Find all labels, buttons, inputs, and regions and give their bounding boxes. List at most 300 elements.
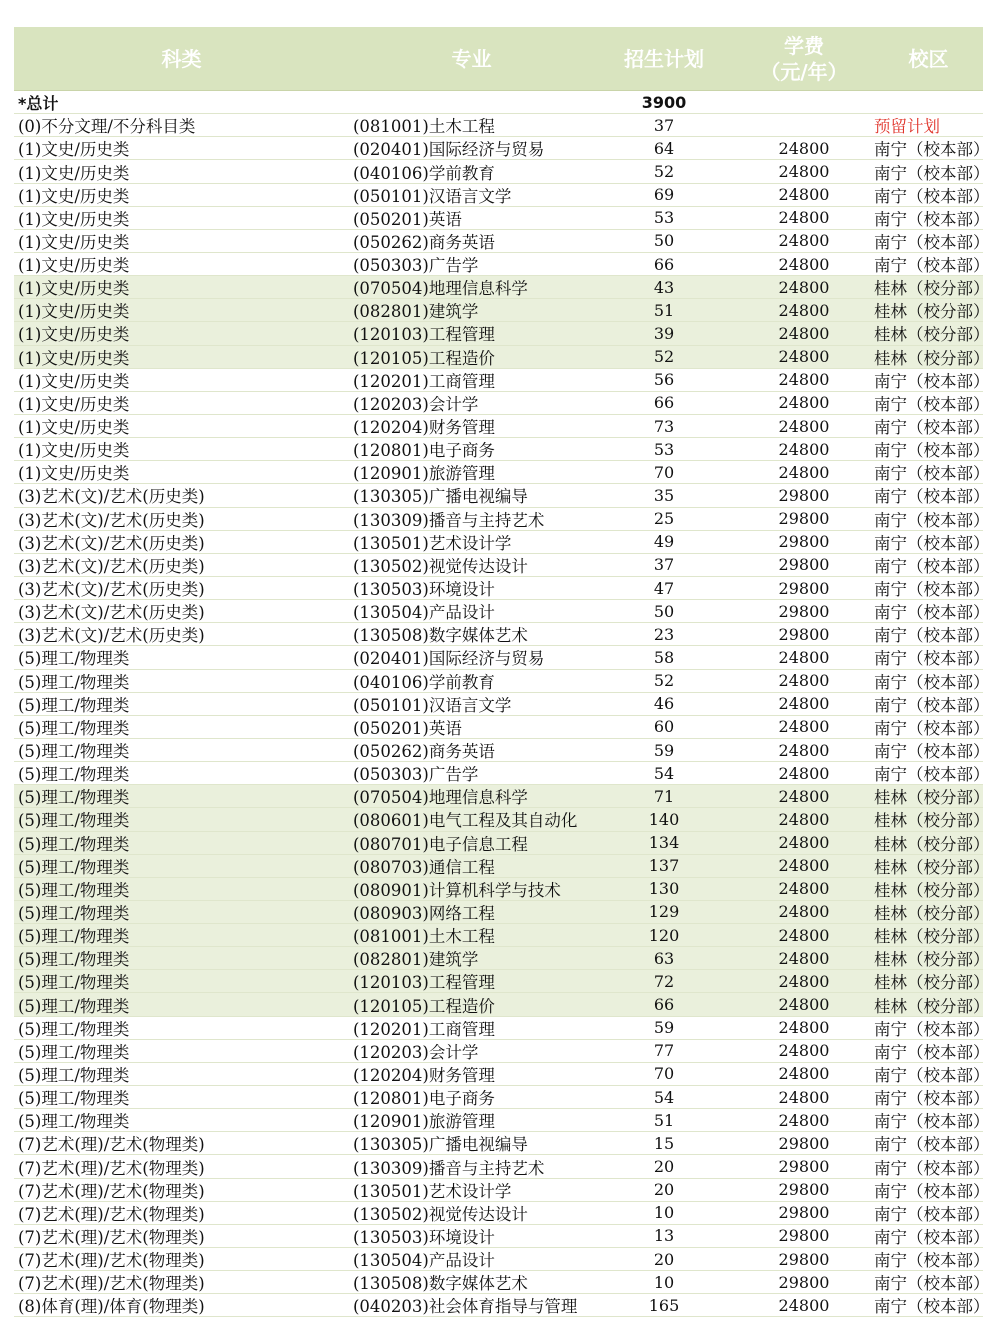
- cell-campus: 桂林（校分部）: [874, 927, 990, 947]
- cell-fee: 24800: [778, 717, 830, 737]
- cell-plan: 35: [653, 485, 675, 505]
- cell-campus: 南宁（校本部）: [874, 140, 990, 160]
- cell-category: (1)文史/历史类: [18, 325, 130, 345]
- cell-plan: 59: [653, 1018, 675, 1038]
- table-row: [14, 276, 990, 299]
- cell-category: (7)艺术(理)/艺术(物理类): [18, 1251, 205, 1271]
- cell-category: (1)文史/历史类: [18, 348, 130, 368]
- cell-major: (130502)视觉传达设计: [353, 1204, 528, 1224]
- cell-fee: 29800: [778, 509, 830, 529]
- cell-major: (050201)英语: [353, 209, 462, 229]
- cell-campus: 桂林（校分部）: [874, 880, 990, 900]
- cell-fee: 24800: [778, 1110, 830, 1130]
- cell-campus: 南宁（校本部）: [874, 1042, 990, 1062]
- cell-fee: 24800: [778, 416, 830, 436]
- cell-major: (130503)环境设计: [353, 580, 495, 600]
- cell-major: (120901)旅游管理: [353, 464, 495, 484]
- table-row: [14, 160, 990, 183]
- cell-plan: 10: [653, 1272, 675, 1292]
- cell-fee: 29800: [778, 578, 830, 598]
- cell-plan: 51: [653, 1110, 675, 1130]
- cell-plan: 10: [653, 1203, 675, 1223]
- cell-major: (130309)播音与主持艺术: [353, 510, 545, 530]
- cell-campus: 南宁（校本部）: [874, 765, 990, 785]
- cell-category: (7)艺术(理)/艺术(物理类): [18, 1158, 205, 1178]
- cell-major: (040106)学前教育: [353, 672, 495, 692]
- cell-campus: 南宁（校本部）: [874, 1251, 990, 1271]
- table-row: [14, 1086, 990, 1109]
- cell-category: (5)理工/物理类: [18, 672, 130, 692]
- cell-category: (1)文史/历史类: [18, 371, 130, 391]
- cell-campus: 预留计划: [874, 117, 940, 137]
- cell-campus: 南宁（校本部）: [874, 1089, 990, 1109]
- cell-major: (050262)商务英语: [353, 232, 495, 252]
- cell-plan: 72: [653, 971, 675, 991]
- cell-plan: 50: [653, 231, 675, 251]
- cell-major: (120105)工程造价: [353, 348, 495, 368]
- cell-fee: 24800: [778, 370, 830, 390]
- cell-fee: 24800: [778, 1295, 830, 1315]
- cell-fee: 24800: [778, 1087, 830, 1107]
- cell-plan: 53: [653, 208, 675, 228]
- table-row: [14, 878, 990, 901]
- cell-major: (130504)产品设计: [353, 603, 495, 623]
- cell-major: (050303)广告学: [353, 256, 479, 276]
- cell-plan: 52: [653, 671, 675, 691]
- cell-plan: 134: [648, 833, 680, 853]
- cell-major: (020401)国际经济与贸易: [353, 649, 545, 669]
- table-row: [14, 1040, 990, 1063]
- table-row: [14, 531, 990, 554]
- cell-plan: 60: [653, 717, 675, 737]
- cell-fee: 24800: [778, 1018, 830, 1038]
- cell-major: (130502)视觉传达设计: [353, 556, 528, 576]
- cell-plan: 165: [648, 1295, 680, 1315]
- cell-plan: 50: [653, 601, 675, 621]
- cell-plan: 54: [653, 1087, 675, 1107]
- table-row: [14, 137, 990, 160]
- cell-major: (130504)产品设计: [353, 1251, 495, 1271]
- cell-major: (050101)汉语言文学: [353, 695, 512, 715]
- table-row: [14, 554, 990, 577]
- header-category: 科类: [161, 46, 202, 71]
- cell-fee: 24800: [778, 300, 830, 320]
- table-row: [14, 693, 990, 716]
- cell-campus: 南宁（校本部）: [874, 163, 990, 183]
- table-row: [14, 993, 990, 1016]
- cell-plan: 20: [653, 1157, 675, 1177]
- cell-category: (5)理工/物理类: [18, 1065, 130, 1085]
- cell-campus: 南宁（校本部）: [874, 1204, 990, 1224]
- table-row: [14, 785, 990, 808]
- cell-major: (080703)通信工程: [353, 857, 495, 877]
- cell-plan: 129: [648, 902, 680, 922]
- cell-major: (130305)广播电视编导: [353, 487, 528, 507]
- cell-category: (5)理工/物理类: [18, 950, 130, 970]
- cell-category: (5)理工/物理类: [18, 857, 130, 877]
- cell-fee: 24800: [778, 948, 830, 968]
- cell-major: (082801)建筑学: [353, 950, 479, 970]
- cell-campus: 南宁（校本部）: [874, 510, 990, 530]
- cell-campus: 南宁（校本部）: [874, 441, 990, 461]
- cell-campus: 桂林（校分部）: [874, 302, 990, 322]
- cell-fee: 29800: [778, 601, 830, 621]
- cell-major: (120103)工程管理: [353, 325, 495, 345]
- cell-plan: 23: [653, 624, 675, 644]
- enrollment-plan-table: [14, 27, 990, 1317]
- cell-fee: 24800: [778, 347, 830, 367]
- table-row: [14, 461, 990, 484]
- cell-plan: 15: [653, 1133, 675, 1153]
- cell-plan: 64: [653, 138, 675, 158]
- cell-campus: 桂林（校分部）: [874, 857, 990, 877]
- cell-plan: 59: [653, 740, 675, 760]
- cell-fee: 24800: [778, 138, 830, 158]
- cell-fee: 24800: [778, 185, 830, 205]
- cell-fee: 24800: [778, 161, 830, 181]
- cell-fee: 29800: [778, 1133, 830, 1153]
- cell-category: (3)艺术(文)/艺术(历史类): [18, 603, 205, 623]
- cell-fee: 29800: [778, 485, 830, 505]
- cell-major: (120203)会计学: [353, 1042, 479, 1062]
- cell-major: (120801)电子商务: [353, 441, 495, 461]
- table-row: [14, 508, 990, 531]
- cell-plan: 130: [648, 879, 680, 899]
- cell-category: (5)理工/物理类: [18, 880, 130, 900]
- cell-campus: 南宁（校本部）: [874, 603, 990, 623]
- table-row: [14, 716, 990, 739]
- cell-campus: 桂林（校分部）: [874, 996, 990, 1016]
- cell-category: (5)理工/物理类: [18, 1019, 130, 1039]
- table-row: [14, 299, 990, 322]
- cell-fee: 24800: [778, 439, 830, 459]
- table-row: [14, 1294, 990, 1317]
- cell-category: (1)文史/历史类: [18, 441, 130, 461]
- cell-plan: 46: [653, 694, 675, 714]
- cell-category: (8)体育(理)/体育(物理类): [18, 1297, 205, 1317]
- cell-major: (130508)数字媒体艺术: [353, 626, 528, 646]
- cell-plan: 63: [653, 948, 675, 968]
- cell-category: (1)文史/历史类: [18, 209, 130, 229]
- cell-campus: 南宁（校本部）: [874, 1227, 990, 1247]
- cell-campus: 南宁（校本部）: [874, 464, 990, 484]
- cell-plan: 51: [653, 300, 675, 320]
- cell-campus: 南宁（校本部）: [874, 695, 990, 715]
- cell-campus: 南宁（校本部）: [874, 718, 990, 738]
- table-row: [14, 808, 990, 831]
- cell-campus: 桂林（校分部）: [874, 811, 990, 831]
- cell-plan: 66: [653, 254, 675, 274]
- table-row: [14, 623, 990, 646]
- table-row: [14, 1179, 990, 1202]
- cell-major: (081001)土木工程: [353, 927, 495, 947]
- cell-campus: 桂林（校分部）: [874, 973, 990, 993]
- table-row: [14, 392, 990, 415]
- cell-fee: 29800: [778, 1180, 830, 1200]
- cell-major: (130501)艺术设计学: [353, 533, 512, 553]
- cell-plan: 70: [653, 462, 675, 482]
- cell-fee: 29800: [778, 624, 830, 644]
- cell-plan: 56: [653, 370, 675, 390]
- cell-category: (3)艺术(文)/艺术(历史类): [18, 533, 205, 553]
- cell-fee: 24800: [778, 277, 830, 297]
- cell-category: (5)理工/物理类: [18, 973, 130, 993]
- table-row: [14, 230, 990, 253]
- header-major: 专业: [451, 46, 492, 71]
- cell-fee: 24800: [778, 231, 830, 251]
- cell-plan: 39: [653, 323, 675, 343]
- cell-fee: 29800: [778, 1203, 830, 1223]
- cell-plan: 120: [648, 925, 680, 945]
- cell-major: (120105)工程造价: [353, 996, 495, 1016]
- cell-category: (1)文史/历史类: [18, 163, 130, 183]
- cell-plan: 66: [653, 995, 675, 1015]
- cell-plan: 52: [653, 161, 675, 181]
- cell-campus: 南宁（校本部）: [874, 580, 990, 600]
- cell-campus: 桂林（校分部）: [874, 279, 990, 299]
- cell-fee: 24800: [778, 694, 830, 714]
- cell-campus: 南宁（校本部）: [874, 1297, 990, 1317]
- cell-major: (081001)土木工程: [353, 117, 495, 137]
- cell-plan: 47: [653, 578, 675, 598]
- cell-plan: 71: [653, 786, 675, 806]
- cell-fee: 24800: [778, 763, 830, 783]
- cell-fee: 24800: [778, 323, 830, 343]
- cell-plan: 69: [653, 185, 675, 205]
- cell-major: (130503)环境设计: [353, 1227, 495, 1247]
- cell-fee: 24800: [778, 925, 830, 945]
- table-row: [14, 114, 983, 137]
- table-row: [14, 1225, 990, 1248]
- cell-fee: 24800: [778, 879, 830, 899]
- cell-fee: 24800: [778, 254, 830, 274]
- cell-campus: 南宁（校本部）: [874, 1158, 990, 1178]
- cell-category: (0)不分文理/不分科目类: [18, 117, 196, 137]
- cell-category: (1)文史/历史类: [18, 186, 130, 206]
- cell-fee: 24800: [778, 809, 830, 829]
- cell-campus: 南宁（校本部）: [874, 1135, 990, 1155]
- cell-category: (1)文史/历史类: [18, 464, 130, 484]
- cell-campus: 南宁（校本部）: [874, 1112, 990, 1132]
- cell-campus: 桂林（校分部）: [874, 834, 990, 854]
- cell-major: (080903)网络工程: [353, 904, 495, 923]
- cell-major: (050262)商务英语: [353, 742, 495, 762]
- cell-plan: 54: [653, 763, 675, 783]
- table-row: [14, 1063, 990, 1086]
- cell-campus: 南宁（校本部）: [874, 487, 990, 507]
- table-row: [14, 832, 990, 855]
- cell-campus: 南宁（校本部）: [874, 186, 990, 206]
- cell-major: (120203)会计学: [353, 394, 479, 414]
- cell-major: (020401)国际经济与贸易: [353, 140, 545, 160]
- cell-campus: 桂林（校分部）: [874, 788, 990, 808]
- cell-fee: 24800: [778, 856, 830, 876]
- cell-major: (120204)财务管理: [353, 1065, 495, 1085]
- table-row: [14, 970, 990, 993]
- cell-major: (080901)计算机科学与技术: [353, 880, 561, 900]
- cell-campus: 南宁（校本部）: [874, 1065, 990, 1085]
- cell-category: (5)理工/物理类: [18, 996, 130, 1016]
- cell-plan: 77: [653, 1041, 675, 1061]
- table-row: [14, 1248, 990, 1271]
- cell-major: (120201)工商管理: [353, 1019, 495, 1039]
- cell-major: (082801)建筑学: [353, 302, 479, 322]
- cell-plan: 37: [653, 555, 675, 575]
- table-row: [14, 253, 990, 276]
- cell-fee: 24800: [778, 902, 830, 922]
- cell-campus: 南宁（校本部）: [874, 1181, 990, 1201]
- table-row: [14, 855, 990, 878]
- cell-fee: 29800: [778, 532, 830, 552]
- cell-campus: 南宁（校本部）: [874, 232, 990, 252]
- cell-category: (5)理工/物理类: [18, 1089, 130, 1109]
- cell-campus: 南宁（校本部）: [874, 1019, 990, 1039]
- cell-plan: 52: [653, 347, 675, 367]
- cell-major: (050303)广告学: [353, 765, 479, 785]
- table-header: [14, 27, 983, 91]
- cell-fee: 29800: [778, 1249, 830, 1269]
- header-fee: 学费 （元/年）: [760, 33, 848, 84]
- cell-category: (5)理工/物理类: [18, 1042, 130, 1062]
- cell-category: (5)理工/物理类: [18, 718, 130, 738]
- cell-plan: 140: [648, 809, 680, 829]
- cell-major: (130309)播音与主持艺术: [353, 1158, 545, 1178]
- table-row: [14, 484, 990, 507]
- cell-category: (7)艺术(理)/艺术(物理类): [18, 1135, 205, 1155]
- cell-major: (050101)汉语言文学: [353, 186, 512, 206]
- cell-plan: 13: [653, 1226, 675, 1246]
- header-plan: 招生计划: [624, 46, 704, 71]
- cell-campus: 南宁（校本部）: [874, 394, 990, 414]
- table-row: [14, 438, 990, 461]
- table-row: [14, 762, 990, 785]
- cell-campus: 南宁（校本部）: [874, 256, 990, 276]
- cell-category: (5)理工/物理类: [18, 904, 130, 923]
- cell-category: (3)艺术(文)/艺术(历史类): [18, 580, 205, 600]
- cell-major: (120201)工商管理: [353, 371, 495, 391]
- cell-major: (130508)数字媒体艺术: [353, 1274, 528, 1294]
- cell-category: (1)文史/历史类: [18, 232, 130, 252]
- cell-major: (120103)工程管理: [353, 973, 495, 993]
- cell-fee: 24800: [778, 740, 830, 760]
- table-body: [14, 114, 990, 1317]
- cell-plan: 20: [653, 1180, 675, 1200]
- table-row: [14, 1109, 990, 1132]
- cell-category: (3)艺术(文)/艺术(历史类): [18, 487, 205, 507]
- cell-fee: 29800: [778, 1157, 830, 1177]
- cell-category: (1)文史/历史类: [18, 140, 130, 160]
- cell-category: (7)艺术(理)/艺术(物理类): [18, 1204, 205, 1224]
- cell-fee: 24800: [778, 971, 830, 991]
- cell-category: (3)艺术(文)/艺术(历史类): [18, 510, 205, 530]
- table-row: [14, 322, 990, 345]
- table-row: [14, 1017, 990, 1040]
- table-row: [14, 184, 990, 207]
- cell-campus: 南宁（校本部）: [874, 418, 990, 438]
- table-row: [14, 369, 990, 392]
- cell-plan: 66: [653, 393, 675, 413]
- table-row: [14, 901, 990, 924]
- cell-category: (7)艺术(理)/艺术(物理类): [18, 1274, 205, 1294]
- cell-fee: 24800: [778, 208, 830, 228]
- cell-category: (3)艺术(文)/艺术(历史类): [18, 626, 205, 646]
- table-row: [14, 415, 990, 438]
- cell-category: (1)文史/历史类: [18, 256, 130, 276]
- cell-plan: 137: [648, 856, 680, 876]
- header-campus: 校区: [908, 46, 949, 71]
- cell-category: (5)理工/物理类: [18, 765, 130, 785]
- cell-campus: 南宁（校本部）: [874, 1274, 990, 1294]
- table-row: [14, 346, 990, 369]
- cell-category: (3)艺术(文)/艺术(历史类): [18, 556, 205, 576]
- cell-plan: 53: [653, 439, 675, 459]
- cell-campus: 桂林（校分部）: [874, 904, 990, 923]
- table-row: [14, 670, 990, 693]
- cell-fee: 24800: [778, 786, 830, 806]
- cell-plan: 20: [653, 1249, 675, 1269]
- cell-fee: 24800: [778, 393, 830, 413]
- cell-campus: 南宁（校本部）: [874, 556, 990, 576]
- cell-campus: 桂林（校分部）: [874, 348, 990, 368]
- total-label: *总计: [18, 93, 59, 113]
- cell-fee: 24800: [778, 462, 830, 482]
- cell-category: (5)理工/物理类: [18, 927, 130, 947]
- cell-category: (5)理工/物理类: [18, 1112, 130, 1132]
- cell-category: (7)艺术(理)/艺术(物理类): [18, 1227, 205, 1247]
- cell-major: (130501)艺术设计学: [353, 1181, 512, 1201]
- cell-fee: 24800: [778, 1041, 830, 1061]
- cell-category: (1)文史/历史类: [18, 418, 130, 438]
- cell-category: (5)理工/物理类: [18, 834, 130, 854]
- cell-category: (7)艺术(理)/艺术(物理类): [18, 1181, 205, 1201]
- cell-fee: 24800: [778, 1064, 830, 1084]
- table-row: [14, 739, 990, 762]
- cell-fee: 24800: [778, 671, 830, 691]
- cell-plan: 70: [653, 1064, 675, 1084]
- cell-plan: 73: [653, 416, 675, 436]
- cell-category: (1)文史/历史类: [18, 394, 130, 414]
- table-row: [14, 1271, 990, 1294]
- table-row: [14, 1132, 990, 1155]
- cell-category: (5)理工/物理类: [18, 695, 130, 715]
- table-row: [14, 646, 990, 669]
- table-row: [14, 600, 990, 623]
- cell-major: (080601)电气工程及其自动化: [353, 811, 578, 831]
- cell-plan: 37: [653, 115, 675, 135]
- cell-campus: 桂林（校分部）: [874, 950, 990, 970]
- total-plan: 3900: [641, 92, 687, 112]
- cell-fee: 24800: [778, 833, 830, 853]
- cell-plan: 25: [653, 509, 675, 529]
- table-row: [14, 1155, 990, 1178]
- cell-category: (5)理工/物理类: [18, 649, 130, 669]
- cell-campus: 南宁（校本部）: [874, 371, 990, 391]
- cell-major: (120204)财务管理: [353, 418, 495, 438]
- cell-major: (120901)旅游管理: [353, 1112, 495, 1132]
- cell-plan: 49: [653, 532, 675, 552]
- cell-fee: 29800: [778, 1272, 830, 1292]
- total-row: [14, 91, 983, 114]
- cell-fee: 29800: [778, 1226, 830, 1246]
- cell-fee: 24800: [778, 647, 830, 667]
- cell-category: (5)理工/物理类: [18, 811, 130, 831]
- cell-major: (050201)英语: [353, 718, 462, 738]
- table-row: [14, 947, 990, 970]
- cell-campus: 南宁（校本部）: [874, 626, 990, 646]
- cell-campus: 南宁（校本部）: [874, 533, 990, 553]
- cell-campus: 南宁（校本部）: [874, 209, 990, 229]
- cell-major: (040106)学前教育: [353, 163, 495, 183]
